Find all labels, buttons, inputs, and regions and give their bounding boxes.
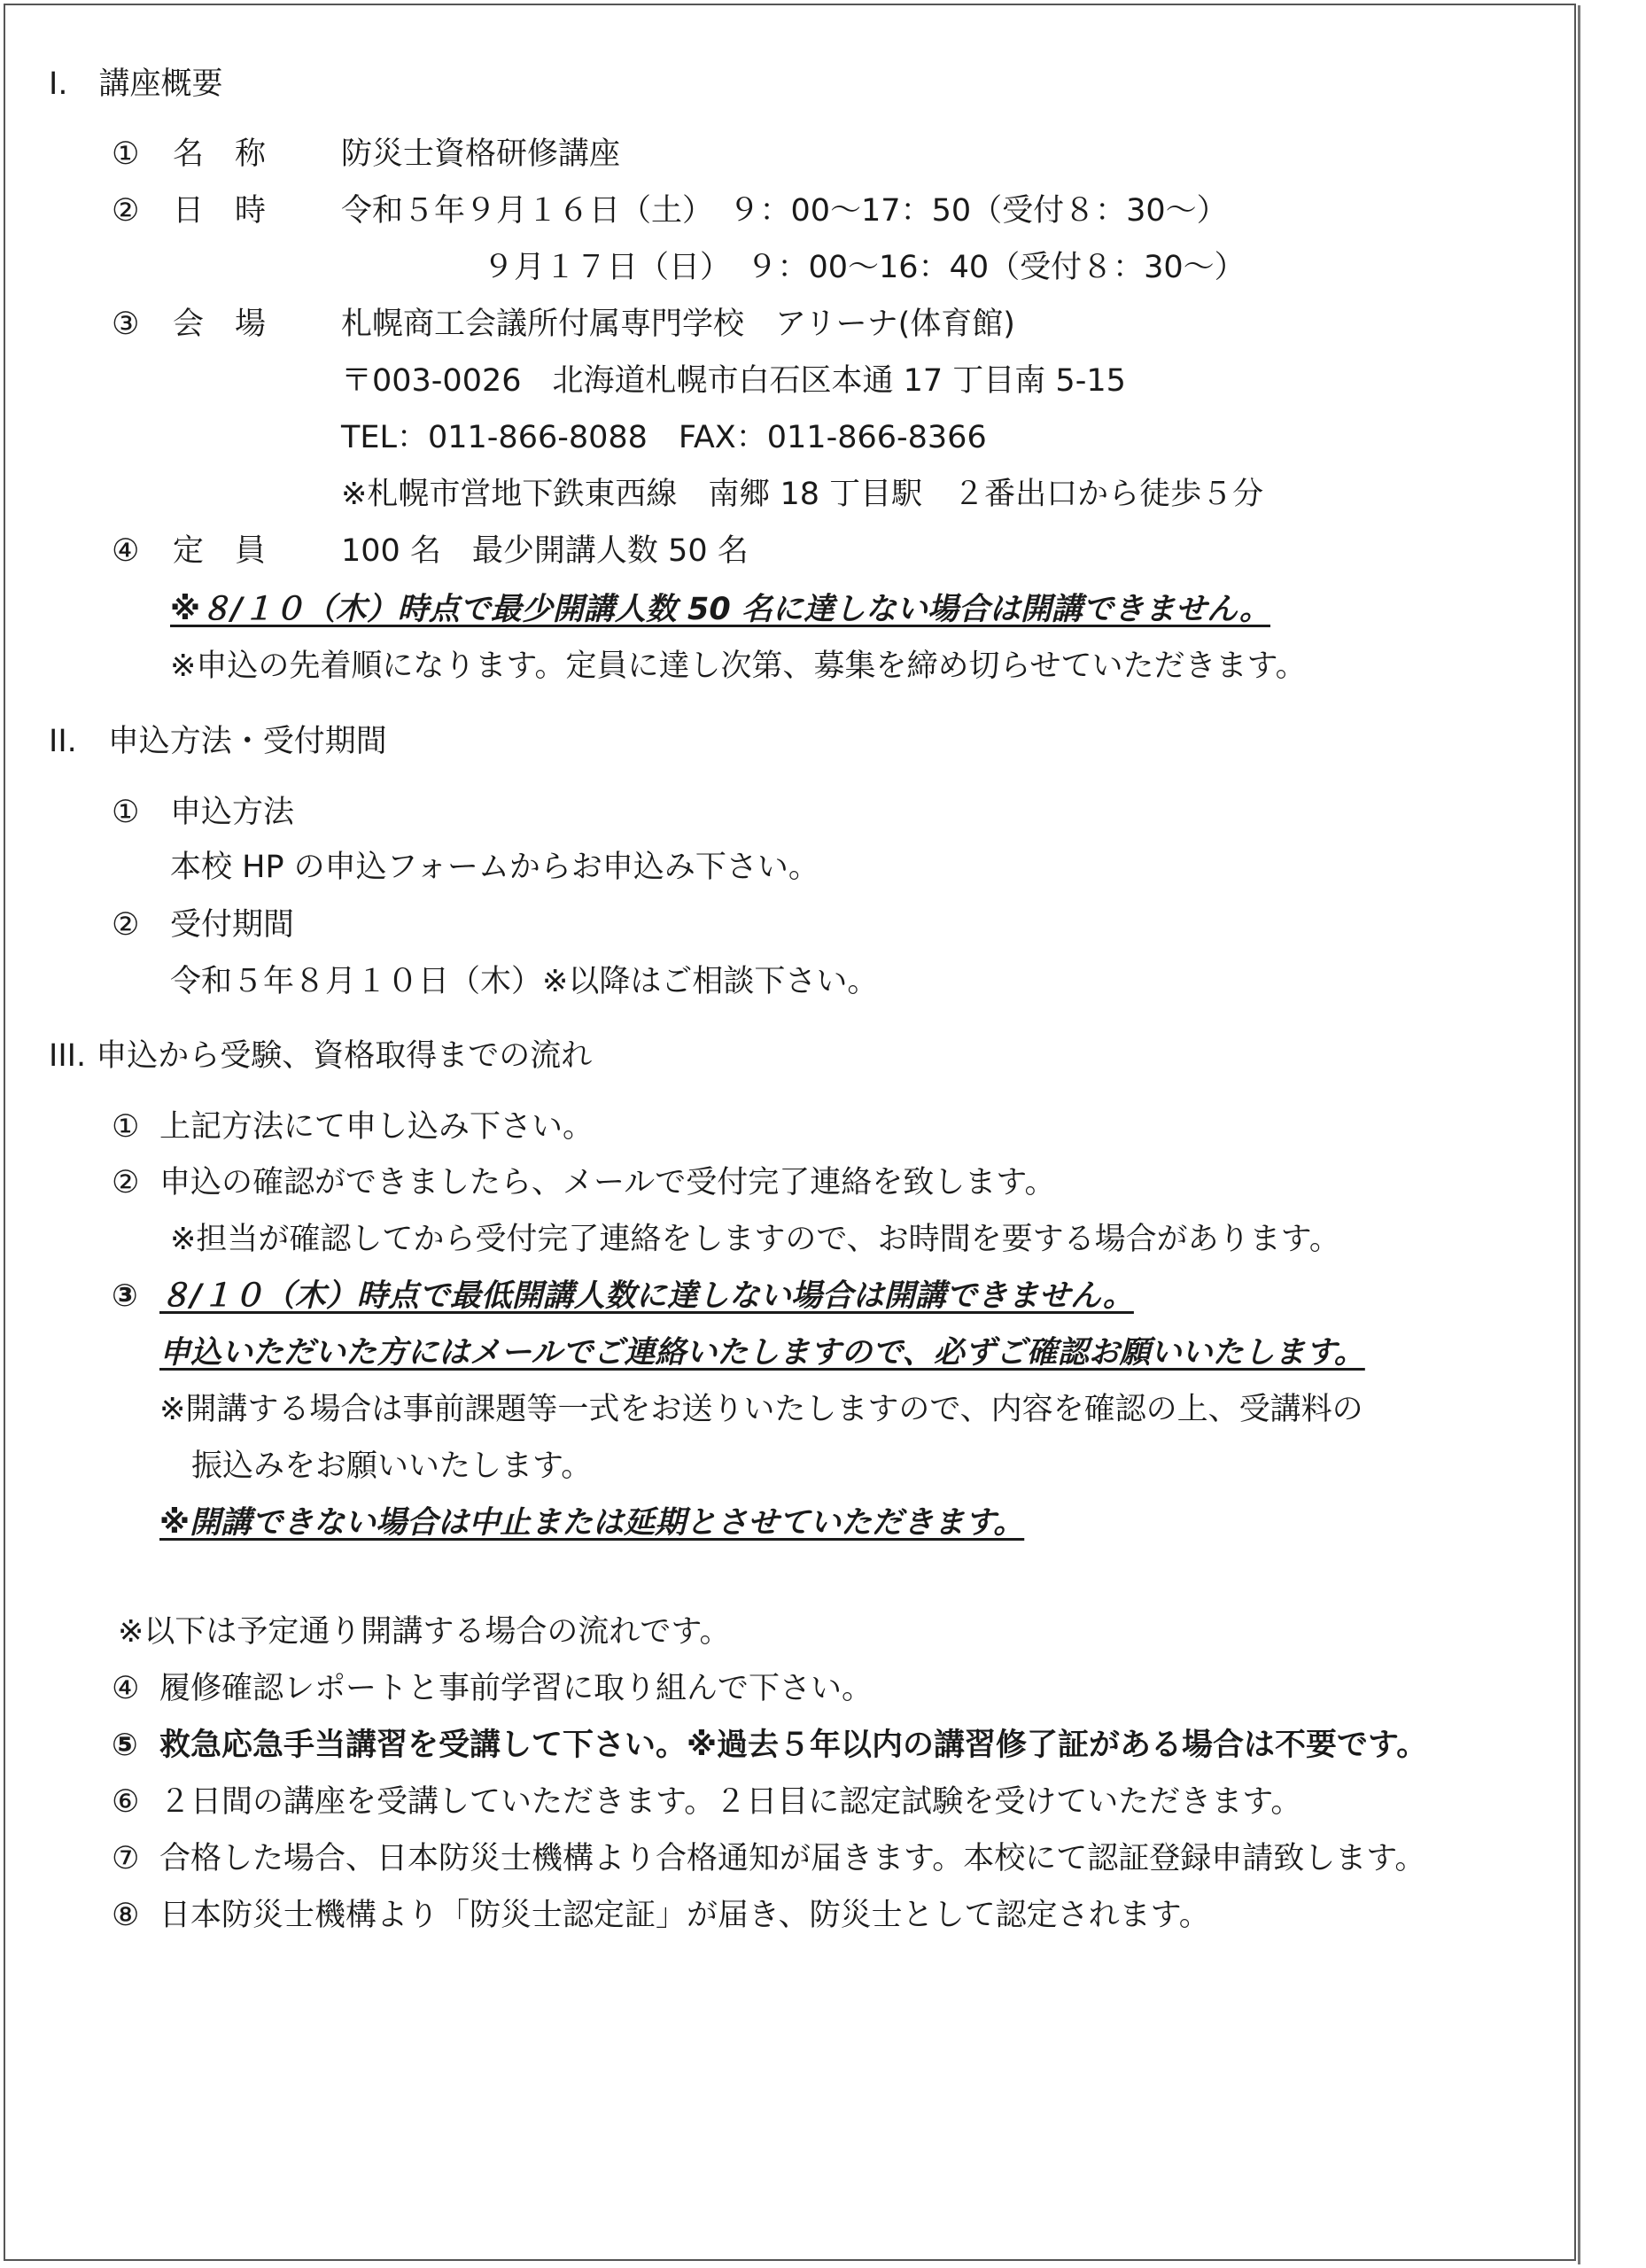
item-marker: ④ bbox=[112, 533, 140, 569]
name-label: 名 称 bbox=[173, 136, 267, 172]
application-method-title: 申込方法 bbox=[170, 795, 295, 830]
venue-phone: TEL：011-866-8088 FAX：011-866-8366 bbox=[341, 420, 987, 455]
step-1-text: 上記方法にて申し込み下さい。 bbox=[159, 1109, 594, 1145]
planned-flow-note: ※以下は予定通り開講する場合の流れです。 bbox=[118, 1614, 731, 1650]
datetime-day1: 令和５年９月１６日（土） ９：00～17：50（受付８：30～） bbox=[341, 193, 1228, 229]
step-5-text: 救急応急手当講習を受講して下さい。※過去５年以内の講習修了証がある場合は不要です。 bbox=[159, 1728, 1428, 1763]
step-marker: ⑧ bbox=[112, 1898, 140, 1933]
step-marker: ③ bbox=[112, 1278, 138, 1314]
datetime-day2: ９月１７日（日） ９：00～16：40（受付８：30～） bbox=[483, 250, 1246, 285]
step-2-text: 申込の確認ができましたら、メールで受付完了連絡を致します。 bbox=[159, 1165, 1056, 1200]
step-3-note-2: 振込みをお願いいたします。 bbox=[191, 1449, 593, 1484]
venue-address: 〒003-0026 北海道札幌市白石区本通 17 丁目南 5-15 bbox=[341, 363, 1126, 399]
application-method-text: 本校 HP の申込フォームからお申込み下さい。 bbox=[170, 850, 819, 885]
first-come-notice: ※申込の先着順になります。定員に達し次第、募集を締め切らせていただきます。 bbox=[170, 649, 1307, 684]
venue-label: 会 場 bbox=[173, 307, 267, 342]
venue-name: 札幌商工会議所付属専門学校 アリーナ(体育館) bbox=[341, 307, 1015, 342]
item-marker: ② bbox=[112, 907, 140, 943]
step-3-note-1: ※開講する場合は事前課題等一式をお送りいたしますので、内容を確認の上、受講料の bbox=[159, 1392, 1363, 1427]
step-marker: ① bbox=[112, 1109, 140, 1145]
section-1-heading: I. 講座概要 bbox=[49, 66, 223, 102]
section-3-heading: III. 申込から受験、資格取得までの流れ bbox=[49, 1038, 593, 1074]
capacity-value: 100 名 最少開講人数 50 名 bbox=[341, 533, 749, 569]
step-marker: ② bbox=[112, 1165, 140, 1200]
step-marker: ⑥ bbox=[112, 1784, 140, 1820]
item-marker: ③ bbox=[112, 307, 140, 342]
step-4-text: 履修確認レポートと事前学習に取り組んで下さい。 bbox=[159, 1671, 873, 1706]
step-3-line-1: ８/１０（木）時点で最低開講人数に達しない場合は開講できません。 bbox=[159, 1278, 1134, 1314]
datetime-label: 日 時 bbox=[173, 193, 267, 229]
step-3-line-3: ※開講できない場合は中止または延期とさせていただきます。 bbox=[159, 1505, 1025, 1541]
page-border-shadow bbox=[1578, 5, 1580, 2264]
step-8-text: 日本防災士機構より「防災士認定証」が届き、防災士として認定されます。 bbox=[159, 1898, 1210, 1933]
item-marker: ① bbox=[112, 136, 140, 172]
step-marker: ⑦ bbox=[112, 1841, 140, 1876]
step-7-text: 合格した場合、日本防災士機構より合格通知が届きます。本校にて認証登録申請致します。 bbox=[159, 1841, 1426, 1876]
item-marker: ② bbox=[112, 193, 140, 229]
step-marker: ④ bbox=[112, 1671, 140, 1706]
minimum-enrollment-notice: ※８/１０（木）時点で最少開講人数 50 名に達しない場合は開講できません。 bbox=[170, 592, 1270, 627]
venue-access: ※札幌市営地下鉄東西線 南郷 18 丁目駅 ２番出口から徒歩５分 bbox=[341, 477, 1264, 512]
step-3-line-2: 申込いただいた方にはメールでご連絡いたしますので、必ずご確認お願いいたします。 bbox=[159, 1335, 1365, 1371]
item-marker: ① bbox=[112, 795, 140, 830]
step-6-text: ２日間の講座を受講していただきます。２日目に認定試験を受けていただきます。 bbox=[159, 1784, 1302, 1820]
reception-period-text: 令和５年８月１０日（木）※以降はご相談下さい。 bbox=[170, 964, 879, 999]
section-2-heading: II. 申込方法・受付期間 bbox=[49, 724, 387, 759]
capacity-label: 定 員 bbox=[173, 533, 267, 569]
step-marker: ⑤ bbox=[112, 1728, 138, 1763]
step-2-note: ※担当が確認してから受付完了連絡をしますので、お時間を要する場合があります。 bbox=[170, 1222, 1340, 1257]
reception-period-title: 受付期間 bbox=[170, 907, 295, 943]
name-value: 防災士資格研修講座 bbox=[341, 136, 621, 172]
